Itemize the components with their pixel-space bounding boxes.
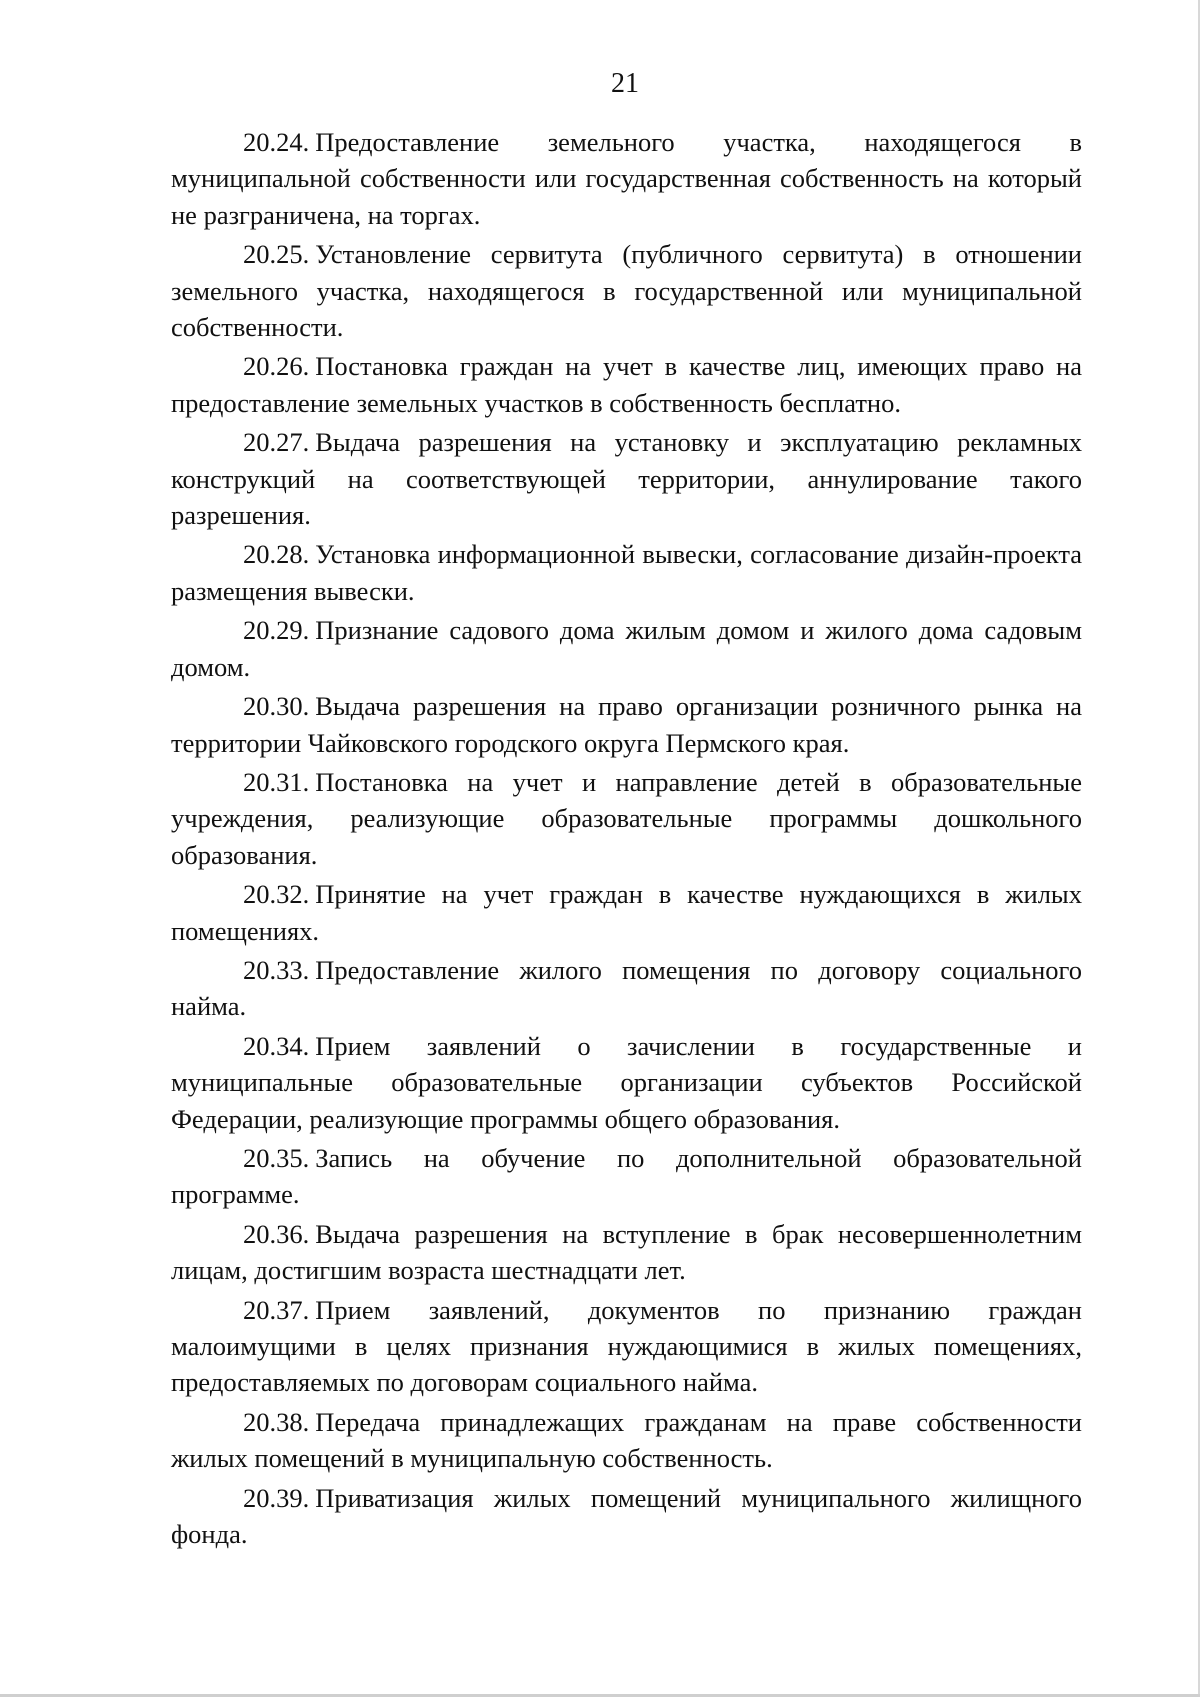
item-text: Установление сервитута (публичного сервитута) в отношении земельного участка, находящегося в государственной или муниципальной собственности. bbox=[171, 239, 1082, 343]
item-number: 20.36. bbox=[243, 1218, 310, 1249]
item-number: 20.33. bbox=[243, 954, 310, 985]
document-body bbox=[171, 124, 1082, 1555]
item-number: 20.24. bbox=[243, 127, 310, 157]
item-text: Признание садового дома жилым домом и жилого дома садовым домом. bbox=[171, 615, 1082, 682]
list-item bbox=[171, 612, 1082, 685]
item-number: 20.32. bbox=[243, 879, 310, 910]
item-text: Передача принадлежащих гражданам на праве собственности жилых помещений в муниципальную собственность. bbox=[171, 1406, 1082, 1474]
item-number: 20.30. bbox=[243, 691, 310, 722]
item-text: Выдача разрешения на право организации розничного рынка на территории Чайковского городского округа Пермского края. bbox=[171, 691, 1082, 758]
item-number: 20.28. bbox=[243, 539, 310, 570]
item-text: Постановка граждан на учет в качестве лиц, имеющих право на предоставление земельных участков в собственность бесплатно. bbox=[171, 351, 1082, 418]
list-item bbox=[171, 1028, 1082, 1137]
item-number: 20.29. bbox=[243, 615, 310, 646]
item-number: 20.37. bbox=[243, 1294, 310, 1325]
page-number: 21 bbox=[611, 68, 639, 99]
item-text: Предоставление жилого помещения по договору социального найма. bbox=[171, 954, 1082, 1022]
item-number: 20.39. bbox=[243, 1482, 310, 1513]
item-number: 20.38. bbox=[243, 1406, 310, 1437]
list-item bbox=[171, 952, 1082, 1025]
list-item bbox=[171, 236, 1082, 345]
list-item bbox=[171, 348, 1082, 421]
item-number: 20.34. bbox=[243, 1030, 310, 1061]
item-text: Выдача разрешения на установку и эксплуатацию рекламных конструкций на соответствующей территории, аннулирование такого разрешения. bbox=[171, 427, 1082, 531]
item-text: Выдача разрешения на вступление в брак несовершеннолетним лицам, достигшим возраста шестнадцати лет. bbox=[171, 1218, 1082, 1286]
item-text: Постановка на учет и направление детей в образовательные учреждения, реализующие образовательные программы дошкольного образования. bbox=[171, 766, 1082, 870]
item-text: Принятие на учет граждан в качестве нуждающихся в жилых помещениях. bbox=[171, 879, 1082, 946]
list-item bbox=[171, 536, 1082, 609]
list-item bbox=[171, 688, 1082, 761]
item-number: 20.25. bbox=[243, 239, 310, 270]
item-text: Прием заявлений, документов по признанию граждан малоимущими в целях признания нуждающимися в жилых помещениях, предоставляемых по договорам социального найма. bbox=[171, 1294, 1082, 1398]
item-text: Прием заявлений о зачислении в государственные и муниципальные образовательные организации субъектов Российской Федерации, реализующие программы общего образования. bbox=[171, 1030, 1082, 1134]
item-number: 20.27. bbox=[243, 427, 310, 458]
item-number: 20.35. bbox=[243, 1142, 310, 1173]
item-text: Запись на обучение по дополнительной образовательной программе. bbox=[171, 1142, 1082, 1210]
item-text: Установка информационной вывески, согласование дизайн-проекта размещения вывески. bbox=[171, 539, 1082, 606]
list-item bbox=[171, 124, 1082, 233]
list-item bbox=[171, 1404, 1082, 1477]
list-item bbox=[171, 876, 1082, 949]
item-text: Предоставление земельного участка, находящегося в муниципальной собственности или государственная собственность на который не разграничена, на торгах. bbox=[171, 127, 1082, 230]
list-item bbox=[171, 1480, 1082, 1553]
list-item bbox=[171, 424, 1082, 533]
list-item bbox=[171, 1292, 1082, 1401]
item-text: Приватизация жилых помещений муниципального жилищного фонда. bbox=[171, 1482, 1082, 1550]
item-number: 20.26. bbox=[243, 351, 310, 382]
list-item bbox=[171, 1216, 1082, 1289]
item-number: 20.31. bbox=[243, 766, 310, 797]
list-item bbox=[171, 764, 1082, 873]
list-item bbox=[171, 1140, 1082, 1213]
